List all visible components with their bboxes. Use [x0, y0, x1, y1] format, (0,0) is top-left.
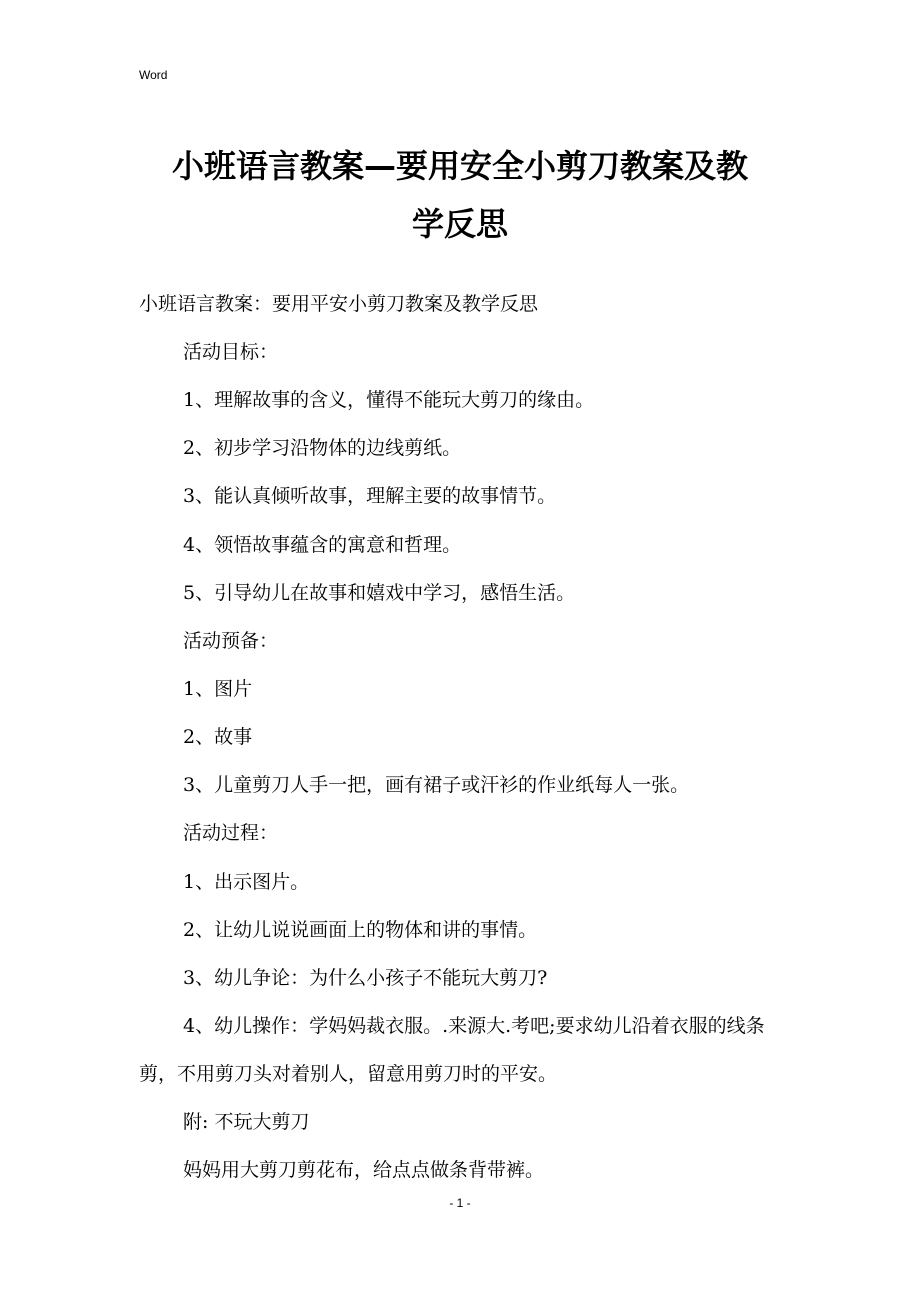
process-item: 1、出示图片。: [183, 871, 310, 893]
section-heading-goals: 活动目标：: [183, 341, 279, 363]
section-heading-process: 活动过程：: [183, 822, 279, 844]
header-label: Word: [139, 68, 168, 82]
goal-item: 5、引导幼儿在故事和嬉戏中学习，感悟生活。: [183, 582, 576, 604]
goal-item: 2、初步学习沿物体的边线剪纸。: [183, 437, 462, 459]
preparation-item: 3、儿童剪刀人手一把，画有裙子或汗衫的作业纸每人一张。: [183, 774, 690, 796]
appendix-heading: 附: 不玩大剪刀: [183, 1111, 310, 1133]
goal-item: 1、理解故事的含义，懂得不能玩大剪刀的缘由。: [183, 389, 595, 411]
document-title-line-1: 小班语言教案—要用安全小剪刀教案及教: [171, 147, 748, 185]
section-heading-preparation: 活动预备：: [183, 630, 279, 652]
preparation-item: 2、故事: [183, 726, 253, 748]
intro-paragraph: 小班语言教案：要用平安小剪刀教案及教学反思: [139, 293, 539, 315]
goal-item: 4、领悟故事蕴含的寓意和哲理。: [183, 534, 462, 556]
goal-item: 3、能认真倾听故事，理解主要的故事情节。: [183, 485, 557, 507]
preparation-item: 1、图片: [183, 678, 253, 700]
document-title-line-2: 学反思: [411, 205, 508, 243]
process-item-long: 4、幼儿操作：学妈妈裁衣服。.来源大.考吧;要求幼儿沿着衣服的线条剪，不用剪刀头对着别人，留意用剪刀时的平安。: [139, 1015, 765, 1085]
story-paragraph: 妈妈用大剪刀剪花布，给点点做条背带裤。: [183, 1159, 545, 1181]
page-number: - 1 -: [449, 1196, 471, 1210]
process-item: 3、幼儿争论：为什么小孩子不能玩大剪刀?: [183, 967, 548, 989]
process-item: 2、让幼儿说说画面上的物体和讲的事情。: [183, 919, 538, 941]
